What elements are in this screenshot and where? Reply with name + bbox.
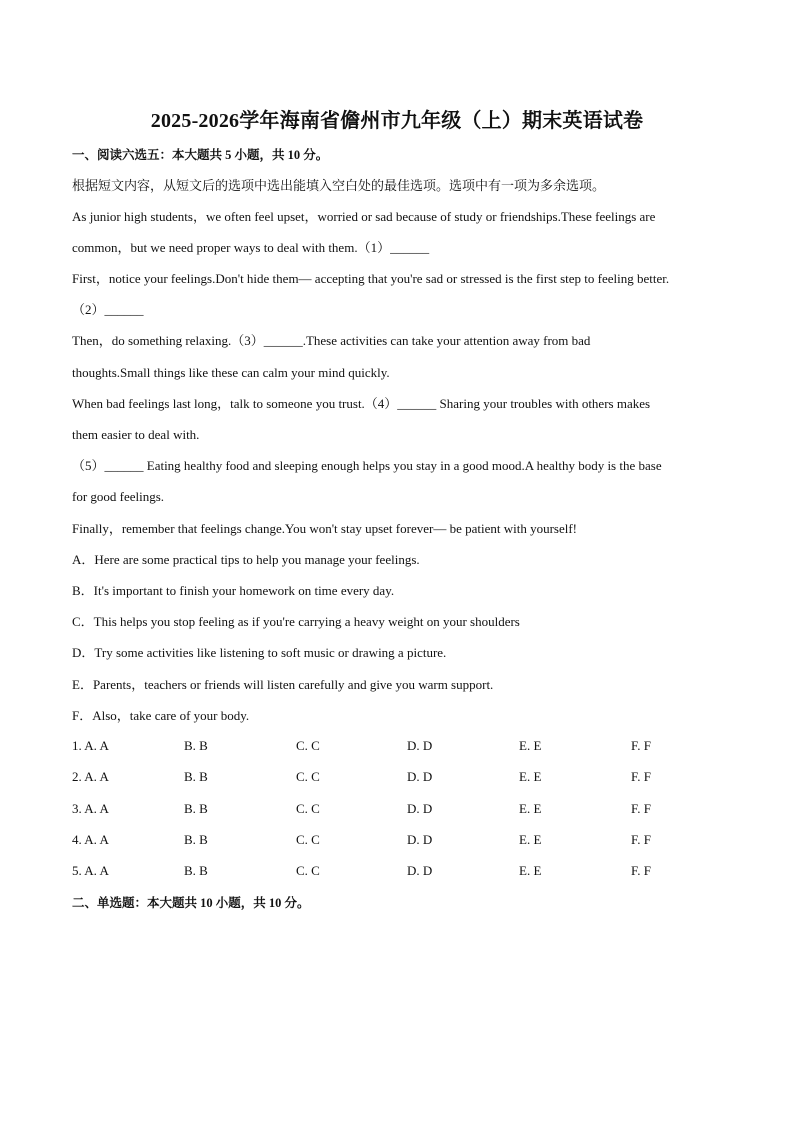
answer-option: B. B xyxy=(184,738,208,753)
exam-title: 2025-2026学年海南省儋州市九年级（上）期末英语试卷 xyxy=(150,110,644,132)
answer-option: D. D xyxy=(407,738,433,753)
answer-option: D. D xyxy=(407,769,433,785)
answer-option: 2. A. A xyxy=(72,769,109,785)
choice-item: F．Also，take care of your body. xyxy=(72,708,250,723)
answer-option: B. B xyxy=(184,863,208,879)
passage-line: （2）______ xyxy=(72,302,144,317)
answer-row xyxy=(72,800,732,831)
choice-item: D．Try some activities like listening to soft music or drawing a picture. xyxy=(72,645,447,660)
answer-option: B. B xyxy=(184,831,208,847)
answer-option: 4. A. A xyxy=(72,831,109,847)
passage-line: （5）______ Eating healthy food and sleeping enough helps you stay in a good mood.A healthy body is the base xyxy=(72,458,662,473)
answer-option: C. C xyxy=(296,863,320,879)
answer-option: 5. A. A xyxy=(72,863,109,879)
answer-option: F. F xyxy=(631,738,651,753)
section2-heading: 二、单选题：本大题共 10 小题，共 10 分。 xyxy=(72,896,310,910)
answer-options-table xyxy=(72,737,732,893)
choice-item: B．It's important to finish your homework on time every day. xyxy=(72,583,395,598)
answer-row xyxy=(72,862,732,893)
answer-option: C. C xyxy=(296,769,320,785)
answer-option: F. F xyxy=(631,769,651,785)
answer-option: F. F xyxy=(631,800,651,816)
answer-option: 1. A. A xyxy=(72,738,109,753)
answer-option: F. F xyxy=(631,863,651,879)
answer-row xyxy=(72,831,732,862)
passage-line: Finally，remember that feelings change.You won't stay upset forever— be patient with yourself! xyxy=(72,521,578,536)
answer-option: D. D xyxy=(407,800,433,816)
answer-option: E. E xyxy=(519,769,542,785)
answer-option: E. E xyxy=(519,738,542,753)
answer-option: D. D xyxy=(407,863,433,879)
answer-option: C. C xyxy=(296,738,320,753)
choice-item: E．Parents，teachers or friends will listen carefully and give you warm support. xyxy=(72,677,494,692)
passage-line: common，but we need proper ways to deal with them.（1）______ xyxy=(72,240,430,255)
answer-row xyxy=(72,768,732,799)
answer-option: C. C xyxy=(296,831,320,847)
passage-line: for good feelings. xyxy=(72,489,165,504)
section1-heading: 一、阅读六选五：本大题共 5 小题，共 10 分。 xyxy=(72,148,329,162)
answer-option: D. D xyxy=(407,831,433,847)
choice-item: C．This helps you stop feeling as if you're carrying a heavy weight on your shoulders xyxy=(72,614,520,629)
passage-line: them easier to deal with. xyxy=(72,427,200,442)
answer-option: E. E xyxy=(519,800,542,816)
answer-option: 3. A. A xyxy=(72,800,109,816)
answer-option: E. E xyxy=(519,831,542,847)
answer-option: B. B xyxy=(184,769,208,785)
section1-instruction: 根据短文内容，从短文后的选项中选出能填入空白处的最佳选项。选项中有一项为多余选项。 xyxy=(72,178,606,193)
passage-line: When bad feelings last long，talk to someone you trust.（4）______ Sharing your troubles with others makes xyxy=(72,396,651,411)
answer-option: E. E xyxy=(519,863,542,879)
answer-row xyxy=(72,737,732,768)
passage-line: thoughts.Small things like these can calm your mind quickly. xyxy=(72,365,390,380)
choice-item: A．Here are some practical tips to help you manage your feelings. xyxy=(72,552,420,567)
passage-line: As junior high students，we often feel upset，worried or sad because of study or friendships.These feelings are xyxy=(72,209,656,224)
passage-line: Then，do something relaxing.（3）______.These activities can take your attention away from bad xyxy=(72,333,591,348)
answer-option: F. F xyxy=(631,831,651,847)
answer-option: B. B xyxy=(184,800,208,816)
answer-option: C. C xyxy=(296,800,320,816)
passage-line: First，notice your feelings.Don't hide them— accepting that you're sad or stressed is the first step to feeling better. xyxy=(72,271,670,286)
